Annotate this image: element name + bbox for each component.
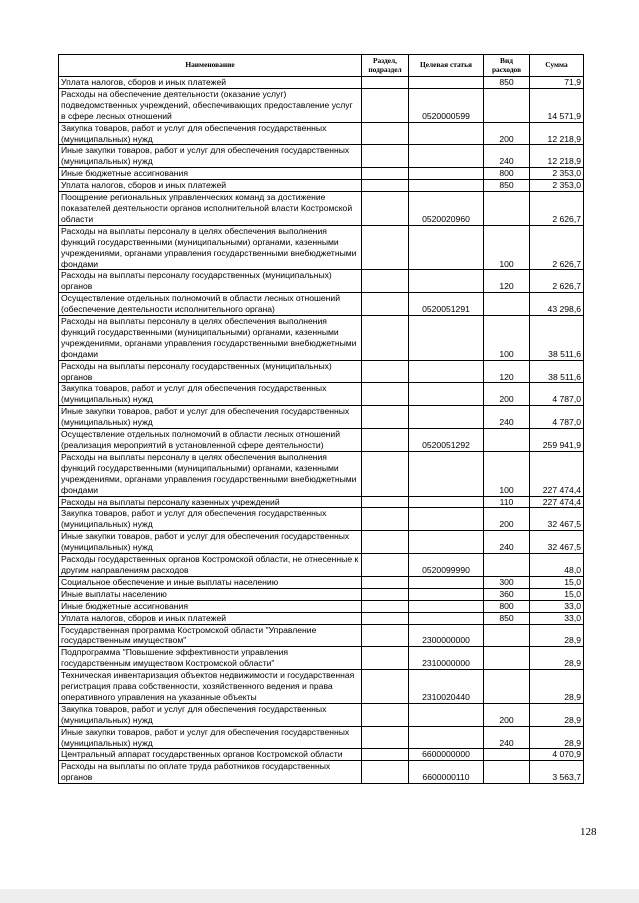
table-row — [59, 576, 584, 588]
row-target-article: 2300000000 — [409, 624, 484, 647]
row-amount: 4 787,0 — [530, 406, 584, 429]
row-target-article: 2310020440 — [409, 670, 484, 704]
row-target-article — [409, 496, 484, 508]
page-number: 128 — [580, 826, 597, 838]
row-expense-type: 300 — [484, 576, 530, 588]
row-expense-type: 200 — [484, 383, 530, 406]
row-amount: 2 626,7 — [530, 192, 584, 226]
row-target-article — [409, 726, 484, 749]
table-row — [59, 761, 584, 784]
row-target-article — [409, 270, 484, 293]
row-target-article: 0520051292 — [409, 429, 484, 452]
row-section — [362, 77, 409, 89]
table-row — [59, 360, 584, 383]
row-target-article — [409, 703, 484, 726]
table-row — [59, 496, 584, 508]
row-amount: 227 474,4 — [530, 451, 584, 496]
row-name: Расходы государственных органов Костромской области, не отнесенные к другим направлениям расходов — [59, 554, 362, 577]
row-amount: 48,0 — [530, 554, 584, 577]
table-row — [59, 588, 584, 600]
row-expense-type — [484, 749, 530, 761]
row-name: Расходы на выплаты персоналу казенных учреждений — [59, 496, 362, 508]
table-row — [59, 180, 584, 192]
row-target-article: 0520051291 — [409, 293, 484, 316]
row-section — [362, 496, 409, 508]
scan-bottom-edge — [0, 889, 639, 903]
row-name: Расходы на выплаты персоналу в целях обеспечения выполнения функций государственными (муниципальными) органами, казенными учреждениями, органами управления государственными внебюджетными фондами — [59, 225, 362, 270]
row-expense-type: 240 — [484, 531, 530, 554]
row-expense-type — [484, 670, 530, 704]
table-row — [59, 451, 584, 496]
table-row — [59, 293, 584, 316]
row-amount: 28,9 — [530, 726, 584, 749]
row-expense-type — [484, 554, 530, 577]
row-section — [362, 270, 409, 293]
row-target-article — [409, 360, 484, 383]
row-target-article: 0520020960 — [409, 192, 484, 226]
row-expense-type — [484, 293, 530, 316]
table-header-row — [59, 55, 584, 77]
row-target-article — [409, 588, 484, 600]
row-target-article — [409, 406, 484, 429]
row-expense-type: 850 — [484, 77, 530, 89]
row-target-article: 6600000110 — [409, 761, 484, 784]
row-target-article — [409, 122, 484, 145]
row-name: Иные закупки товаров, работ и услуг для обеспечения государственных (муниципальных) нужд — [59, 726, 362, 749]
row-expense-type: 240 — [484, 726, 530, 749]
row-section — [362, 88, 409, 122]
row-name: Расходы на выплаты персоналу в целях обеспечения выполнения функций государственными (муниципальными) органами, казенными учреждениями, органами управления государственными внебюджетными фондами — [59, 316, 362, 361]
row-expense-type: 800 — [484, 600, 530, 612]
row-section — [362, 383, 409, 406]
row-expense-type: 200 — [484, 703, 530, 726]
row-target-article — [409, 451, 484, 496]
header-target-article: Целевая статья — [409, 55, 484, 77]
row-section — [362, 225, 409, 270]
row-section — [362, 293, 409, 316]
row-expense-type: 100 — [484, 451, 530, 496]
row-target-article — [409, 383, 484, 406]
row-expense-type: 120 — [484, 270, 530, 293]
row-target-article: 2310000000 — [409, 647, 484, 670]
table-row — [59, 670, 584, 704]
row-target-article — [409, 576, 484, 588]
row-section — [362, 600, 409, 612]
row-expense-type: 240 — [484, 406, 530, 429]
table-row — [59, 612, 584, 624]
row-target-article — [409, 600, 484, 612]
row-name: Подпрограмма "Повышение эффективности управления государственным имуществом Костромской области" — [59, 647, 362, 670]
row-target-article — [409, 168, 484, 180]
row-name: Расходы на выплаты персоналу государственных (муниципальных) органов — [59, 360, 362, 383]
row-expense-type: 110 — [484, 496, 530, 508]
row-name: Расходы на выплаты по оплате труда работников государственных органов — [59, 761, 362, 784]
row-section — [362, 588, 409, 600]
table-row — [59, 383, 584, 406]
row-expense-type: 200 — [484, 122, 530, 145]
table-row — [59, 406, 584, 429]
row-target-article — [409, 612, 484, 624]
row-name: Центральный аппарат государственных органов Костромской области — [59, 749, 362, 761]
row-amount: 71,9 — [530, 77, 584, 89]
row-amount: 12 218,9 — [530, 122, 584, 145]
row-amount: 32 467,5 — [530, 531, 584, 554]
table-row — [59, 77, 584, 89]
row-amount: 4 787,0 — [530, 383, 584, 406]
row-section — [362, 360, 409, 383]
row-section — [362, 576, 409, 588]
row-target-article — [409, 225, 484, 270]
row-amount: 33,0 — [530, 612, 584, 624]
table-row — [59, 600, 584, 612]
row-amount: 2 353,0 — [530, 168, 584, 180]
row-expense-type: 360 — [484, 588, 530, 600]
table-row — [59, 192, 584, 226]
table-row — [59, 726, 584, 749]
table-row — [59, 270, 584, 293]
table-row — [59, 531, 584, 554]
row-name: Иные закупки товаров, работ и услуг для обеспечения государственных (муниципальных) нужд — [59, 531, 362, 554]
row-name: Иные бюджетные ассигнования — [59, 168, 362, 180]
row-section — [362, 624, 409, 647]
row-amount: 32 467,5 — [530, 508, 584, 531]
row-amount: 12 218,9 — [530, 145, 584, 168]
row-amount: 259 941,9 — [530, 429, 584, 452]
row-section — [362, 703, 409, 726]
row-name: Иные бюджетные ассигнования — [59, 600, 362, 612]
row-target-article: 6600000000 — [409, 749, 484, 761]
row-name: Поощрение региональных управленческих команд за достижение показателей деятельности органов исполнительной власти Костромской области — [59, 192, 362, 226]
table-row — [59, 554, 584, 577]
row-amount: 2 626,7 — [530, 270, 584, 293]
row-name: Расходы на выплаты персоналу в целях обеспечения выполнения функций государственными (муниципальными) органами, казенными учреждениями, органами управления государственными внебюджетными фондами — [59, 451, 362, 496]
row-name: Закупка товаров, работ и услуг для обеспечения государственных (муниципальных) нужд — [59, 703, 362, 726]
row-section — [362, 451, 409, 496]
table-row — [59, 508, 584, 531]
row-expense-type: 100 — [484, 316, 530, 361]
row-amount: 227 474,4 — [530, 496, 584, 508]
table-row — [59, 703, 584, 726]
row-section — [362, 145, 409, 168]
table-row — [59, 145, 584, 168]
header-expense-type: Вид расходов — [484, 55, 530, 77]
row-amount: 28,9 — [530, 703, 584, 726]
row-expense-type — [484, 624, 530, 647]
row-section — [362, 429, 409, 452]
row-name: Уплата налогов, сборов и иных платежей — [59, 612, 362, 624]
row-name: Государственная программа Костромской области "Управление государственным имуществом" — [59, 624, 362, 647]
row-section — [362, 180, 409, 192]
row-amount: 38 511,6 — [530, 360, 584, 383]
table-row — [59, 168, 584, 180]
row-section — [362, 531, 409, 554]
row-section — [362, 647, 409, 670]
table-row — [59, 429, 584, 452]
row-name: Закупка товаров, работ и услуг для обеспечения государственных (муниципальных) нужд — [59, 383, 362, 406]
row-target-article — [409, 531, 484, 554]
row-expense-type: 200 — [484, 508, 530, 531]
row-expense-type: 100 — [484, 225, 530, 270]
row-section — [362, 749, 409, 761]
row-name: Расходы на выплаты персоналу государственных (муниципальных) органов — [59, 270, 362, 293]
row-amount: 28,9 — [530, 670, 584, 704]
table-row — [59, 122, 584, 145]
row-amount: 38 511,6 — [530, 316, 584, 361]
row-amount: 15,0 — [530, 576, 584, 588]
row-expense-type — [484, 88, 530, 122]
row-amount: 3 563,7 — [530, 761, 584, 784]
budget-table — [58, 54, 584, 784]
header-name: Наименование — [59, 55, 362, 77]
row-section — [362, 316, 409, 361]
header-section: Раздел, подраздел — [362, 55, 409, 77]
table-row — [59, 316, 584, 361]
row-amount: 33,0 — [530, 600, 584, 612]
row-expense-type: 850 — [484, 612, 530, 624]
row-section — [362, 122, 409, 145]
row-name: Расходы на обеспечение деятельности (оказание услуг) подведомственных учреждений, обеспечивающих предоставление услуг в сфере лесных отношений — [59, 88, 362, 122]
row-section — [362, 168, 409, 180]
row-section — [362, 508, 409, 531]
row-expense-type: 850 — [484, 180, 530, 192]
table-row — [59, 225, 584, 270]
row-amount: 14 571,9 — [530, 88, 584, 122]
row-amount: 4 070,9 — [530, 749, 584, 761]
row-name: Иные закупки товаров, работ и услуг для обеспечения государственных (муниципальных) нужд — [59, 406, 362, 429]
row-name: Иные закупки товаров, работ и услуг для обеспечения государственных (муниципальных) нужд — [59, 145, 362, 168]
row-section — [362, 192, 409, 226]
header-amount: Сумма — [530, 55, 584, 77]
row-amount: 2 353,0 — [530, 180, 584, 192]
row-name: Закупка товаров, работ и услуг для обеспечения государственных (муниципальных) нужд — [59, 122, 362, 145]
row-name: Техническая инвентаризация объектов недвижимости и государственная регистрация права собственности, хозяйственного ведения и права оперативного управления на указанные объекты — [59, 670, 362, 704]
row-name: Осуществление отдельных полномочий в области лесных отношений (обеспечение деятельности исполнительного органа) — [59, 293, 362, 316]
row-expense-type — [484, 429, 530, 452]
row-name: Иные выплаты населению — [59, 588, 362, 600]
row-name: Осуществление отдельных полномочий в области лесных отношений (реализация мероприятий в установленной сфере деятельности) — [59, 429, 362, 452]
table-row — [59, 88, 584, 122]
row-target-article — [409, 508, 484, 531]
row-expense-type — [484, 647, 530, 670]
row-section — [362, 554, 409, 577]
table-row — [59, 749, 584, 761]
row-name: Уплата налогов, сборов и иных платежей — [59, 77, 362, 89]
row-section — [362, 670, 409, 704]
row-section — [362, 406, 409, 429]
row-target-article — [409, 145, 484, 168]
row-amount: 28,9 — [530, 624, 584, 647]
row-target-article — [409, 180, 484, 192]
table-row — [59, 647, 584, 670]
row-section — [362, 612, 409, 624]
row-expense-type — [484, 192, 530, 226]
row-expense-type: 240 — [484, 145, 530, 168]
row-name: Закупка товаров, работ и услуг для обеспечения государственных (муниципальных) нужд — [59, 508, 362, 531]
row-amount: 43 298,6 — [530, 293, 584, 316]
row-target-article — [409, 77, 484, 89]
row-name: Уплата налогов, сборов и иных платежей — [59, 180, 362, 192]
row-expense-type: 800 — [484, 168, 530, 180]
row-expense-type: 120 — [484, 360, 530, 383]
row-amount: 28,9 — [530, 647, 584, 670]
row-amount: 2 626,7 — [530, 225, 584, 270]
row-name: Социальное обеспечение и иные выплаты населению — [59, 576, 362, 588]
table-row — [59, 624, 584, 647]
row-expense-type — [484, 761, 530, 784]
row-target-article: 0520099990 — [409, 554, 484, 577]
row-target-article — [409, 316, 484, 361]
row-target-article: 0520000599 — [409, 88, 484, 122]
row-section — [362, 761, 409, 784]
row-amount: 15,0 — [530, 588, 584, 600]
row-section — [362, 726, 409, 749]
